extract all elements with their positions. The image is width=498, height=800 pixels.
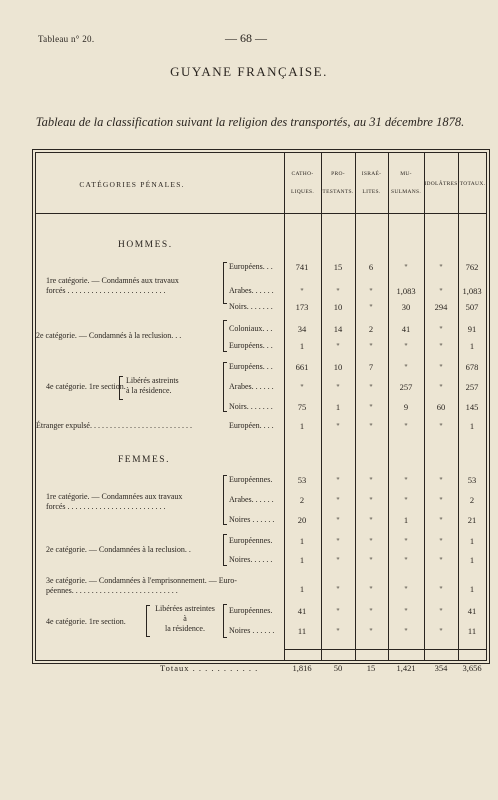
cell-musulmans: " bbox=[404, 555, 408, 565]
label-etranger-text: Étranger expulsé bbox=[36, 421, 90, 430]
header-categories: CATÉGORIES PÉNALES. bbox=[79, 180, 185, 189]
cell-idolatres: " bbox=[439, 362, 443, 372]
cell-musulmans: " bbox=[404, 475, 408, 485]
total-catholiques: 1,816 bbox=[292, 663, 312, 673]
cell-totaux: 1 bbox=[469, 421, 475, 431]
cell-protestants: 10 bbox=[333, 362, 343, 372]
cell-musulmans: 257 bbox=[399, 382, 413, 392]
label-femmes-cat3 bbox=[46, 576, 237, 596]
label-femmes-cat4-sub2: à bbox=[183, 614, 187, 623]
cell-totaux: 11 bbox=[467, 626, 477, 636]
label-hommes-cat4-sub1: Libérés astreints bbox=[126, 376, 179, 385]
header-israelites-line1: ISRAÉ- bbox=[361, 171, 382, 177]
cell-totaux: 1 bbox=[469, 341, 475, 351]
label-hommes-cat2: 2e catégorie. — Condamnés à la reclusion. . . bbox=[36, 331, 182, 340]
totals-rule bbox=[284, 649, 487, 650]
cell-catholiques: 1 bbox=[299, 584, 305, 594]
cell-catholiques: 661 bbox=[295, 362, 309, 372]
cell-totaux: 91 bbox=[467, 324, 477, 334]
section-hommes: HOMMES. bbox=[118, 240, 173, 250]
cell-musulmans: 41 bbox=[401, 324, 411, 334]
cell-protestants: " bbox=[336, 421, 340, 431]
cell-idolatres: " bbox=[439, 262, 443, 272]
cell-idolatres: " bbox=[439, 421, 443, 431]
cell-idolatres: " bbox=[439, 341, 443, 351]
cell-israelites: " bbox=[369, 341, 373, 351]
cell-catholiques: 75 bbox=[297, 402, 307, 412]
cell-musulmans: " bbox=[404, 626, 408, 636]
cell-musulmans: " bbox=[404, 495, 408, 505]
cell-idolatres: " bbox=[439, 515, 443, 525]
cell-protestants: " bbox=[336, 382, 340, 392]
row-sublabel: Arabes. . . . . . bbox=[229, 382, 274, 391]
label-femmes-cat4: 4e catégorie. 1re section. bbox=[46, 617, 126, 626]
cell-idolatres: " bbox=[439, 495, 443, 505]
cell-musulmans: " bbox=[404, 536, 408, 546]
cell-israelites: " bbox=[369, 515, 373, 525]
page-number: — 68 — bbox=[225, 31, 267, 45]
cell-idolatres: " bbox=[439, 475, 443, 485]
cell-protestants: " bbox=[336, 475, 340, 485]
cell-israelites: " bbox=[369, 555, 373, 565]
header-protestants-line2: TESTANTS. bbox=[322, 189, 354, 195]
label-femmes-cat3-line1: 3e catégorie. — Condamnées à l'emprisonnement. — Euro- bbox=[46, 576, 237, 585]
total-protestants: 50 bbox=[333, 663, 343, 673]
cell-totaux: 1 bbox=[469, 536, 475, 546]
label-femmes-cat4-sub bbox=[150, 604, 220, 634]
cell-protestants: " bbox=[336, 584, 340, 594]
row-sublabel: Européens. . . bbox=[229, 262, 273, 271]
cell-musulmans: 1 bbox=[403, 515, 409, 525]
cell-protestants: 10 bbox=[333, 302, 343, 312]
section-femmes: FEMMES. bbox=[118, 455, 170, 465]
header-totaux: TOTAUX. bbox=[459, 181, 486, 187]
cell-israelites: 2 bbox=[368, 324, 374, 334]
cell-totaux: 507 bbox=[465, 302, 479, 312]
cell-protestants: " bbox=[336, 341, 340, 351]
brace-hommes-cat1 bbox=[223, 262, 227, 304]
running-header-tableau: Tableau n° 20. bbox=[38, 34, 95, 44]
row-sublabel: Coloniaux. . . bbox=[229, 324, 273, 333]
label-hommes-cat4-sub2: à la résidence. bbox=[126, 386, 172, 395]
cell-catholiques: 11 bbox=[297, 626, 307, 636]
row-sublabel: Noirs. . . . . . . bbox=[229, 402, 273, 411]
cell-protestants: 1 bbox=[335, 402, 341, 412]
cell-protestants: 14 bbox=[333, 324, 343, 334]
cell-catholiques: 53 bbox=[297, 475, 307, 485]
cell-israelites: " bbox=[369, 302, 373, 312]
cell-musulmans: " bbox=[404, 606, 408, 616]
cell-protestants: " bbox=[336, 515, 340, 525]
label-totaux-text: Totaux bbox=[160, 663, 190, 673]
cell-protestants: 15 bbox=[333, 262, 343, 272]
cell-catholiques: 173 bbox=[295, 302, 309, 312]
label-hommes-cat4-sub bbox=[126, 376, 179, 396]
cell-totaux: 2 bbox=[469, 495, 475, 505]
header-musulmans bbox=[388, 170, 424, 197]
label-femmes-cat1-line2: forcés . . . . . . . . . . . . . . . . . . . . . . . . . bbox=[46, 502, 166, 511]
cell-musulmans: " bbox=[404, 362, 408, 372]
label-femmes-cat2-text: 2e catégorie. — Condamnées à la reclusion bbox=[46, 545, 185, 554]
row-sublabel: Arabes. . . . . . bbox=[229, 286, 274, 295]
cell-catholiques: 1 bbox=[299, 341, 305, 351]
cell-catholiques: 34 bbox=[297, 324, 307, 334]
cell-totaux: 762 bbox=[465, 262, 479, 272]
row-sublabel: Européennes. bbox=[229, 536, 273, 545]
label-femmes-cat2: 2e catégorie. — Condamnées à la reclusion. . bbox=[46, 545, 191, 554]
header-protestants-line1: PRO- bbox=[331, 171, 345, 177]
cell-musulmans: " bbox=[404, 421, 408, 431]
cell-idolatres: " bbox=[439, 536, 443, 546]
label-hommes-cat1-forces: forcés bbox=[46, 286, 66, 295]
header-catholiques-line2: LIQUES. bbox=[290, 189, 315, 195]
cell-catholiques: " bbox=[300, 286, 304, 296]
label-hommes-cat1-line2: forcés . . . . . . . . . . . . . . . . . . . . . . . . . bbox=[46, 286, 166, 295]
cell-israelites: " bbox=[369, 402, 373, 412]
cell-protestants: " bbox=[336, 606, 340, 616]
cell-catholiques: 2 bbox=[299, 495, 305, 505]
row-sublabel: Noirs. . . . . . . bbox=[229, 302, 273, 311]
row-sublabel: Noires . . . . . . bbox=[229, 626, 275, 635]
cell-israelites: " bbox=[369, 584, 373, 594]
label-etranger: Étranger expulsé. . . . . . . . . . . . . . . . . . . . . . . . . . bbox=[36, 421, 192, 430]
cell-catholiques: 1 bbox=[299, 421, 305, 431]
cell-israelites: " bbox=[369, 286, 373, 296]
row-sublabel: Noires. . . . . . bbox=[229, 555, 273, 564]
cell-israelites: 7 bbox=[368, 362, 374, 372]
cell-catholiques: 1 bbox=[299, 555, 305, 565]
row-sublabel: Noires . . . . . . bbox=[229, 515, 275, 524]
cell-musulmans: 9 bbox=[403, 402, 409, 412]
cell-israelites: " bbox=[369, 382, 373, 392]
header-rule bbox=[35, 213, 487, 214]
cell-israelites: " bbox=[369, 495, 373, 505]
cell-totaux: 678 bbox=[465, 362, 479, 372]
cell-protestants: " bbox=[336, 495, 340, 505]
cell-protestants: " bbox=[336, 286, 340, 296]
cell-protestants: " bbox=[336, 626, 340, 636]
row-sublabel: Européen. . . . bbox=[229, 421, 274, 430]
header-musulmans-line1: MU- bbox=[400, 171, 412, 177]
label-femmes-cat4-sub3: la résidence. bbox=[165, 624, 205, 633]
header-catholiques bbox=[284, 170, 321, 197]
header-israelites-line2: LITES. bbox=[362, 189, 381, 195]
cell-idolatres: " bbox=[439, 584, 443, 594]
header-protestants bbox=[321, 170, 355, 197]
table-caption: Tableau de la classification suivant la religion des transportés, au 31 décembre 1878. bbox=[35, 115, 465, 129]
cell-idolatres: " bbox=[439, 555, 443, 565]
cell-idolatres: 294 bbox=[434, 302, 448, 312]
label-hommes-cat2-text: 2e catégorie. — Condamnés à la reclusion bbox=[36, 331, 172, 340]
cell-totaux: 145 bbox=[465, 402, 479, 412]
cell-totaux: 1 bbox=[469, 555, 475, 565]
cell-idolatres: 60 bbox=[436, 402, 446, 412]
cell-musulmans: " bbox=[404, 262, 408, 272]
cell-totaux: 41 bbox=[467, 606, 477, 616]
label-hommes-cat1-line1: 1re catégorie. — Condamnés aux travaux bbox=[46, 276, 179, 285]
cell-protestants: " bbox=[336, 555, 340, 565]
cell-totaux: 1,083 bbox=[462, 286, 482, 296]
row-sublabel: Européens. . . bbox=[229, 341, 273, 350]
header-musulmans-line2: SULMANS. bbox=[390, 189, 422, 195]
cell-idolatres: " bbox=[439, 324, 443, 334]
cell-israelites: 6 bbox=[368, 262, 374, 272]
label-femmes-cat3-europeennes: péennes bbox=[46, 586, 72, 595]
brace-hommes-cat4 bbox=[223, 362, 227, 412]
label-femmes-cat4-sub1: Libérées astreintes bbox=[155, 604, 215, 613]
cell-idolatres: " bbox=[439, 626, 443, 636]
row-sublabel: Arabes. . . . . . bbox=[229, 495, 274, 504]
label-femmes-cat1-line1: 1re catégorie. — Condamnées aux travaux bbox=[46, 492, 183, 501]
cell-catholiques: " bbox=[300, 382, 304, 392]
cell-israelites: " bbox=[369, 626, 373, 636]
brace-femmes-cat4 bbox=[223, 604, 227, 638]
label-femmes-cat3-line2: péennes. . . . . . . . . . . . . . . . . . . . . . . . . . . bbox=[46, 586, 178, 595]
cell-protestants: " bbox=[336, 536, 340, 546]
brace-hommes-cat2 bbox=[223, 320, 227, 352]
cell-idolatres: " bbox=[439, 382, 443, 392]
cell-musulmans: 1,083 bbox=[396, 286, 416, 296]
cell-catholiques: 20 bbox=[297, 515, 307, 525]
row-sublabel: Européennes. bbox=[229, 606, 273, 615]
total-musulmans: 1,421 bbox=[396, 663, 416, 673]
header-catholiques-line1: CATHO- bbox=[291, 171, 314, 177]
cell-musulmans: 30 bbox=[401, 302, 411, 312]
label-totaux: Totaux . . . . . . . . . . . bbox=[160, 663, 259, 673]
cell-catholiques: 41 bbox=[297, 606, 307, 616]
cell-idolatres: " bbox=[439, 286, 443, 296]
document-title: GUYANE FRANÇAISE. bbox=[170, 64, 328, 79]
cell-israelites: " bbox=[369, 475, 373, 485]
total-totaux: 3,656 bbox=[462, 663, 482, 673]
total-idolatres: 354 bbox=[434, 663, 448, 673]
row-sublabel: Européennes. bbox=[229, 475, 273, 484]
brace-femmes-cat1 bbox=[223, 475, 227, 525]
cell-israelites: " bbox=[369, 536, 373, 546]
cell-israelites: " bbox=[369, 606, 373, 616]
cell-totaux: 21 bbox=[467, 515, 477, 525]
cell-musulmans: " bbox=[404, 584, 408, 594]
cell-totaux: 257 bbox=[465, 382, 479, 392]
header-idolatres: IDOLÂTRES bbox=[424, 181, 458, 187]
label-hommes-cat4: 4e catégorie. 1re section. bbox=[46, 382, 126, 391]
cell-catholiques: 1 bbox=[299, 536, 305, 546]
label-femmes-cat1 bbox=[46, 492, 182, 512]
cell-totaux: 1 bbox=[469, 584, 475, 594]
label-femmes-cat1-forces: forcés bbox=[46, 502, 66, 511]
cell-totaux: 53 bbox=[467, 475, 477, 485]
row-sublabel: Européens. . . bbox=[229, 362, 273, 371]
total-israelites: 15 bbox=[366, 663, 376, 673]
header-israelites bbox=[355, 170, 388, 197]
brace-hommes-cat4-inner bbox=[119, 376, 123, 400]
cell-israelites: " bbox=[369, 421, 373, 431]
label-hommes-cat1 bbox=[46, 276, 179, 296]
cell-idolatres: " bbox=[439, 606, 443, 616]
brace-femmes-cat2 bbox=[223, 534, 227, 566]
cell-catholiques: 741 bbox=[295, 262, 309, 272]
cell-musulmans: " bbox=[404, 341, 408, 351]
